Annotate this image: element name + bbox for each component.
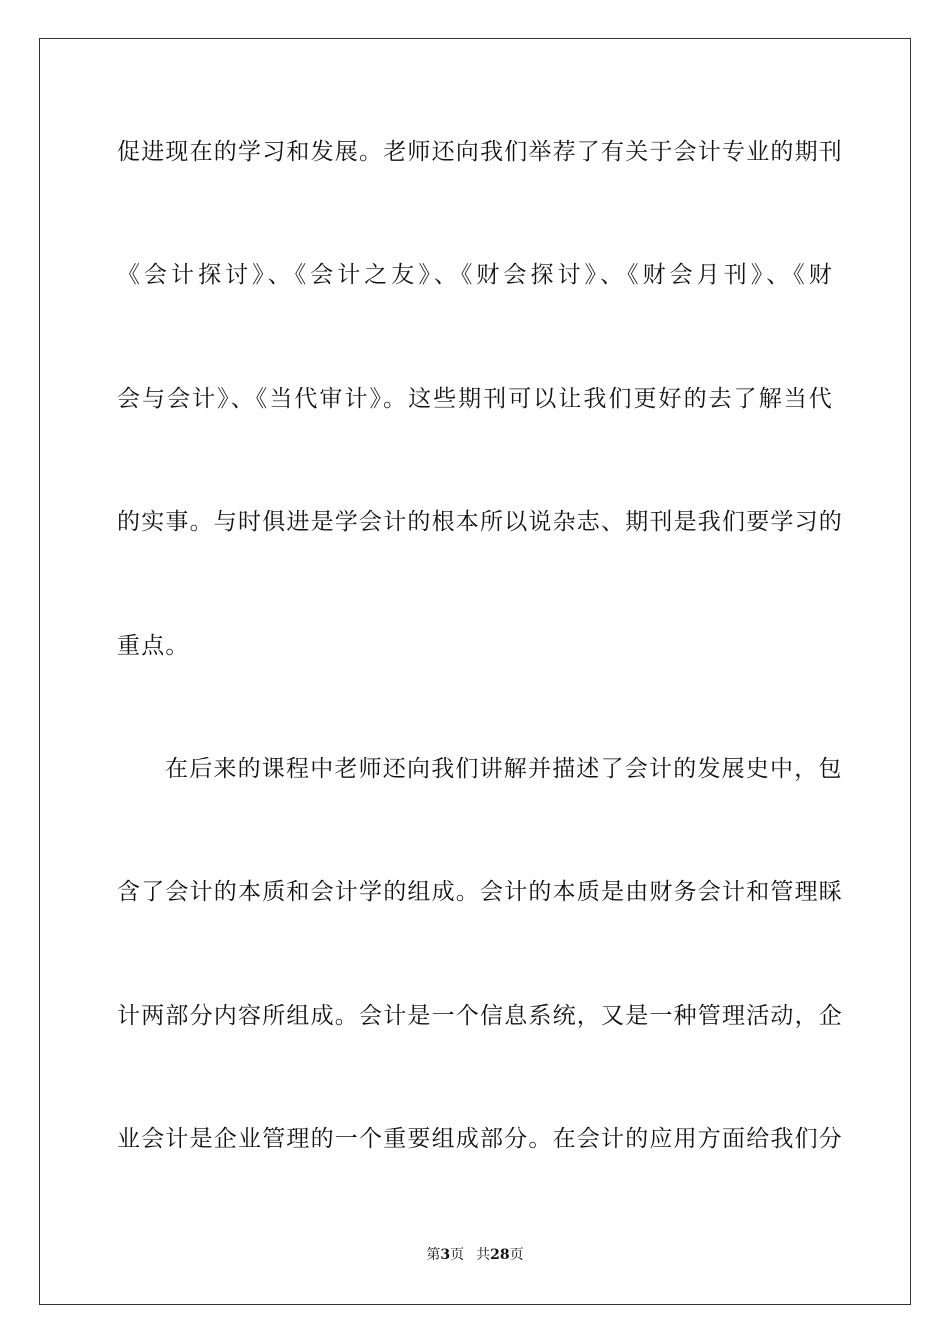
- page-suffix: 页: [450, 1247, 465, 1263]
- total-pages: 28: [490, 1247, 510, 1263]
- paragraph-line-6: 在后来的课程中老师还向我们讲解并描述了会计的发展史中，包: [165, 756, 843, 782]
- page-number: 3: [440, 1247, 451, 1263]
- paragraph-line-4: 的实事。与时俱进是学会计的根本所以说杂志、期刊是我们要学习的: [117, 509, 843, 535]
- total-prefix: 共: [476, 1247, 491, 1263]
- paragraph-line-9: 业会计是企业管理的一个重要组成部分。在会计的应用方面给我们分: [117, 1126, 843, 1152]
- paragraph-line-7: 含了会计的本质和会计学的组成。会计的本质是由财务会计和管理睬: [117, 879, 843, 905]
- paragraph-line-3: 会与会计》、《当代审计》。这些期刊可以让我们更好的去了解当代: [117, 386, 833, 412]
- paragraph-line-5: 重点。: [117, 633, 190, 659]
- page-border: [39, 38, 911, 1305]
- page-prefix: 第: [426, 1247, 441, 1263]
- page-footer: [0, 1246, 950, 1264]
- paragraph-line-8: 计两部分内容所组成。会计是一个信息系统，又是一种管理活动，企: [117, 1003, 843, 1029]
- total-suffix: 页: [509, 1247, 524, 1263]
- paragraph-line-2: 《会计探讨》、《会计之友》、《财会探讨》、《财会月刊》、《财: [117, 262, 833, 288]
- paragraph-line-1: 促进现在的学习和发展。老师还向我们举荐了有关于会计专业的期刊: [117, 139, 843, 165]
